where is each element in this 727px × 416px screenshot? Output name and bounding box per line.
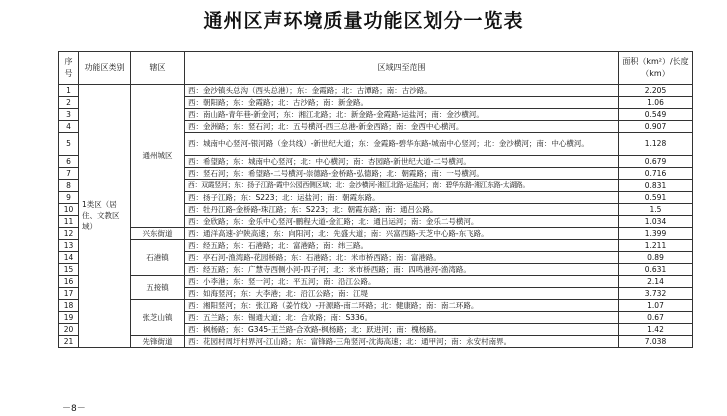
row-boundary: 西：花园村周圩村界河-江山路；东：富锋路-三角竖河-沈海高速；北：通甲河；南：永安村南界。 [185, 335, 619, 347]
row-area: 0.89 [619, 251, 693, 263]
row-no: 4 [59, 121, 79, 133]
page-number: －8－ [62, 404, 86, 414]
row-no: 12 [59, 227, 79, 239]
row-area: 0.549 [619, 109, 693, 121]
row-no: 8 [59, 179, 79, 191]
row-no: 5 [59, 133, 79, 156]
row-no: 16 [59, 275, 79, 287]
row-no: 2 [59, 97, 79, 109]
row-area: 1.128 [619, 133, 693, 156]
header-no: 序号 [59, 52, 79, 85]
row-boundary: 西：枫杨路；东：G345-王兰路-合欢路-枫杨路；北：跃进河；南：槐杨路。 [185, 323, 619, 335]
row-boundary: 西：小李港；东：竖一河；北：平五河；南：沿江公路。 [185, 275, 619, 287]
district-zhangzhishan: 张芝山镇 [131, 299, 185, 335]
row-boundary: 西：通洋高速-沪陕高速；东：向阳河；北：先盛大道；南：兴富西路-天芝中心路-东飞路。 [185, 227, 619, 239]
header-area: 面积（km²）/长度（km） [619, 52, 693, 85]
row-boundary: 西：经五路；东：石港路；北：富港路；南：纬三路。 [185, 239, 619, 251]
row-no: 20 [59, 323, 79, 335]
row-no: 15 [59, 263, 79, 275]
page-title: 通州区声环境质量功能区划分一览表 [203, 10, 524, 32]
row-area: 2.205 [619, 85, 693, 97]
district-shigang: 石港镇 [131, 239, 185, 275]
row-no: 19 [59, 311, 79, 323]
table-row [59, 335, 693, 347]
row-area: 0.831 [619, 179, 693, 191]
table-row [59, 85, 693, 97]
header-district: 辖区 [131, 52, 185, 85]
row-area: 1.07 [619, 299, 693, 311]
row-boundary: 西：五兰路；东：锡通大道；北：合欢路；南：S336。 [185, 311, 619, 323]
row-no: 21 [59, 335, 79, 347]
table-row [59, 275, 693, 287]
row-area: 0.631 [619, 263, 693, 275]
row-no: 3 [59, 109, 79, 121]
row-boundary: 西：希望路；东：城南中心竖河；北：中心横河；南：杏园路-新世纪大道-二号横河。 [185, 155, 619, 167]
row-area: 0.716 [619, 167, 693, 179]
category-cell: 1类区（居住、文教区域） [79, 85, 131, 348]
row-no: 14 [59, 251, 79, 263]
row-area: 0.679 [619, 155, 693, 167]
row-boundary: 西：金沙镇头总沟（西头总港）；东：金霞路；北：古潭路；南：古沙路。 [185, 85, 619, 97]
row-boundary: 西：扬子江路；东：S223；北：运盐河；南：朝霞东路。 [185, 191, 619, 203]
row-boundary: 西：城南中心竖河-银河路（金共线）-新世纪大道；东：金霞路-碧华东路-城南中心竖河；北：金沙横河；南：中心横河。 [185, 133, 619, 156]
district-wujie: 五接镇 [131, 275, 185, 299]
row-area: 3.732 [619, 287, 693, 299]
row-no: 7 [59, 167, 79, 179]
row-boundary: 西：双霞竖河；东：扬子江路-霞中公园西侧区域；北：金沙横河-湘江北路-运盐河；南：碧华东路-湘江东路-太湖路。 [185, 179, 619, 191]
row-area: 1.5 [619, 203, 693, 215]
row-no: 11 [59, 215, 79, 227]
function-zone-table [58, 51, 693, 348]
row-area: 0.907 [619, 121, 693, 133]
row-area: 1.42 [619, 323, 693, 335]
row-boundary: 西：亭石河-渔湾路-花园桥路；东：石港路；北：米市桥西路；南：富港路。 [185, 251, 619, 263]
table-row [59, 299, 693, 311]
header-category: 功能区类别 [79, 52, 131, 85]
row-boundary: 西：南山路-青年巷-新金河；东：湘江北路；北：新金路-金霞路-运盐河；南：金沙横河。 [185, 109, 619, 121]
row-boundary: 西：牡丹江路-金桥路-珠江路；东：S223；北：朝霞东路；南：通吕公路。 [185, 203, 619, 215]
row-area: 1.034 [619, 215, 693, 227]
row-no: 17 [59, 287, 79, 299]
row-boundary: 西：朝阳路；东：金霞路；北：古沙路；南：新金路。 [185, 97, 619, 109]
row-area: 1.211 [619, 239, 693, 251]
row-boundary: 西：金欣路；东：金乐中心竖河-鹏程大道-金汇路；北：通吕运河；南：金乐二号横河。 [185, 215, 619, 227]
table-row [59, 227, 693, 239]
row-boundary: 西：经五路；东：广慧寺西侧小河-四子河；北：米市桥西路；南：四鸣港河-渔湾路。 [185, 263, 619, 275]
table-row [59, 239, 693, 251]
header-boundary: 区域四至范围 [185, 52, 619, 85]
row-area: 1.06 [619, 97, 693, 109]
row-no: 18 [59, 299, 79, 311]
row-boundary: 西：金洲路；东：竖石河；北：五号横河-西三总港-新金西路；南：金西中心横河。 [185, 121, 619, 133]
row-area: 2.14 [619, 275, 693, 287]
row-area: 0.67 [619, 311, 693, 323]
row-boundary: 西：竖石河；东：希望路-二号横河-崇德路-金桥路-弘德路；北：朝霞路；南：一号横河。 [185, 167, 619, 179]
row-area: 0.591 [619, 191, 693, 203]
row-no: 1 [59, 85, 79, 97]
row-area: 1.399 [619, 227, 693, 239]
row-boundary: 西：如海竖河；东：大李港；北：沿江公路；南：江堤 [185, 287, 619, 299]
table-header-row [59, 52, 693, 85]
row-area: 7.038 [619, 335, 693, 347]
row-no: 10 [59, 203, 79, 215]
row-no: 6 [59, 155, 79, 167]
district-xianfeng: 先锋街道 [131, 335, 185, 347]
district-xingdong: 兴东街道 [131, 227, 185, 239]
district-tongzhou: 通州城区 [131, 85, 185, 228]
row-no: 9 [59, 191, 79, 203]
row-boundary: 西：湘阳竖河；东：张江路（姜竹线）-开源路-南二环路；北：健康路；南：南二环路。 [185, 299, 619, 311]
row-no: 13 [59, 239, 79, 251]
